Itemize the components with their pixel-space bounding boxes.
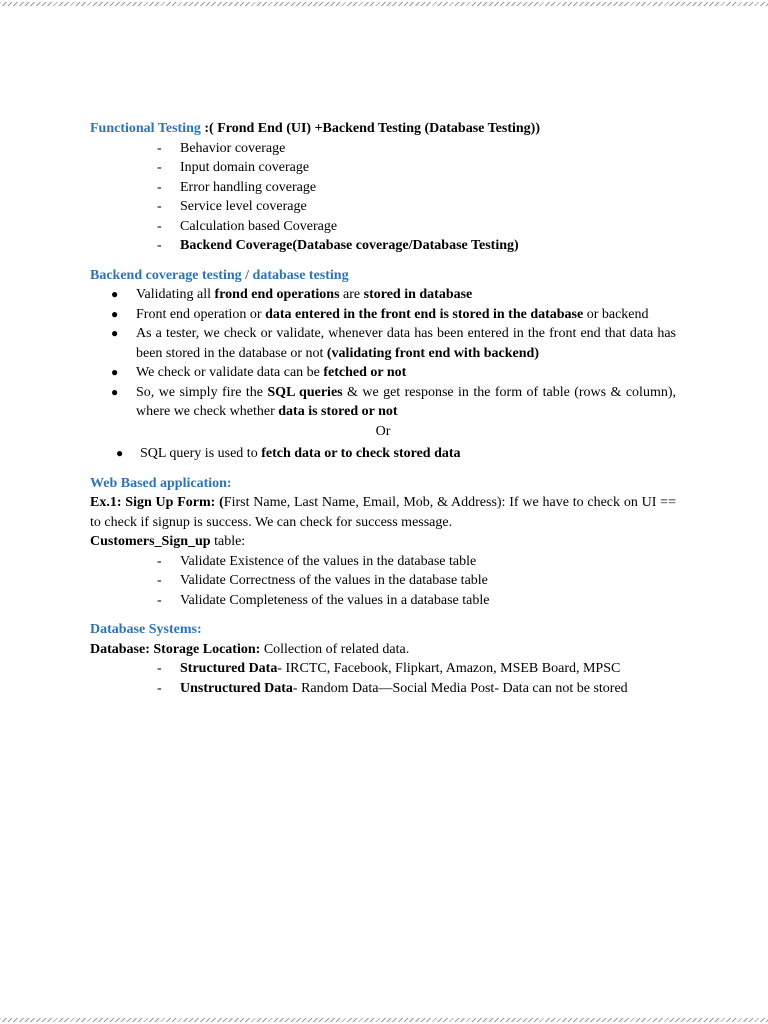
dash-marker: - [157, 179, 162, 195]
customers-table-line [90, 532, 676, 552]
text-run: table: [210, 534, 246, 549]
list-item [90, 158, 676, 178]
dash-marker: - [157, 661, 162, 676]
list-item [90, 363, 676, 383]
text-run: As a tester, we check or validate, whenever data has been entered in the front end that data has been stored in the database or not [136, 326, 676, 361]
bold-run: fetched or not [323, 365, 407, 380]
bold-run: Database: Storage Location: [90, 641, 261, 657]
list-item [90, 591, 676, 611]
dash-marker: - [157, 553, 162, 569]
list-item [90, 383, 676, 422]
bullet-marker: ● [111, 384, 119, 399]
bold-run: Ex.1: Sign Up Form: ( [90, 495, 224, 510]
bullet-marker: ● [111, 326, 119, 340]
text-run: Front end operation or [136, 306, 266, 322]
dash-marker: - [157, 160, 162, 175]
bold-run: data is stored or not [278, 404, 398, 419]
text-run: - Random Data—Social Media Post- Data can not be stored [292, 680, 628, 696]
list-item [90, 552, 676, 572]
text-run: We check or validate data can be [136, 365, 324, 380]
list-item-text: Calculation based Coverage [180, 218, 338, 234]
bullet-marker: ● [111, 306, 119, 321]
list-item [90, 178, 676, 198]
bold-run: Customers_Sign_up [90, 534, 211, 549]
text-run: & we get response in the form of table (rows & column), where we check whether [136, 384, 677, 419]
bold-run: fetch data or to check stored data [261, 446, 461, 461]
list-item [90, 217, 676, 237]
text-run: are [339, 287, 364, 302]
list-item [90, 197, 676, 217]
dash-marker: - [157, 573, 162, 588]
text-run: - IRCTC, Facebook, Flipkart, Amazon, MSEB Board, MPSC [277, 661, 621, 676]
page-bottom-edge [0, 1018, 768, 1022]
dash-marker: - [157, 140, 162, 156]
list-item-text: Behavior coverage [180, 140, 286, 156]
backend-coverage-heading: Backend coverage testing / database testing [90, 267, 349, 283]
database-systems-heading: Database Systems: [90, 622, 202, 637]
dash-marker: - [157, 238, 162, 253]
functional-testing-subtitle: :( Frond End (UI) +Backend Testing (Database Testing)) [200, 121, 540, 136]
or-separator: Or [375, 423, 391, 439]
bold-run: frond end operations [214, 287, 340, 302]
validate-list [90, 552, 676, 611]
list-item [90, 305, 676, 325]
text-run: So, we simply fire the [136, 384, 268, 400]
data-types-list [90, 659, 676, 698]
document-page [90, 119, 676, 698]
page-top-edge [0, 2, 768, 6]
functional-testing-heading [90, 119, 676, 139]
text-run: First Name, Last Name, Email, Mob, & Address): If we have to check on UI == to check if signup is success. We can check for success message. [90, 495, 676, 530]
text-run: or backend [583, 306, 649, 322]
list-item-text: Validate Correctness of the values in the database table [180, 573, 488, 588]
list-item [90, 139, 676, 159]
list-item [90, 679, 676, 699]
bold-run: (validating front end with backend) [326, 345, 539, 361]
bold-run: SQL queries [267, 384, 343, 400]
functional-testing-title: Functional Testing [90, 121, 201, 136]
list-item [90, 659, 676, 679]
database-definition [90, 640, 676, 660]
list-item [90, 285, 676, 305]
bullet-marker: ● [116, 446, 124, 460]
functional-testing-list [90, 139, 676, 256]
sign-up-example [90, 493, 676, 532]
text-run: Validating all [136, 287, 215, 302]
bold-run: data entered in the front end is stored in the database [265, 306, 584, 322]
bold-run: Structured Data [180, 661, 278, 676]
list-item [90, 324, 676, 363]
dash-marker: - [157, 592, 162, 608]
text-run: SQL query is used to [140, 446, 262, 461]
list-item-text: Validate Completeness of the values in a database table [180, 592, 490, 608]
text-run: Collection of related data. [260, 641, 410, 657]
list-item-text: Service level coverage [180, 199, 307, 214]
backend-coverage-list [90, 285, 676, 422]
bullet-marker: ● [111, 287, 119, 301]
sql-query-list [90, 444, 676, 464]
list-item-text: Input domain coverage [180, 160, 310, 175]
list-item-text: Backend Coverage(Database coverage/Database Testing) [180, 238, 519, 253]
bold-run: stored in database [363, 287, 473, 302]
bullet-marker: ● [111, 365, 119, 379]
list-item [90, 444, 676, 464]
web-based-heading: Web Based application: [90, 475, 232, 491]
list-item-text: Error handling coverage [180, 179, 317, 195]
bold-run: Unstructured Data [180, 680, 293, 696]
dash-marker: - [157, 199, 162, 214]
list-item-text: Validate Existence of the values in the database table [180, 553, 477, 569]
list-item [90, 236, 676, 256]
dash-marker: - [157, 218, 162, 234]
dash-marker: - [157, 680, 162, 696]
list-item [90, 571, 676, 591]
